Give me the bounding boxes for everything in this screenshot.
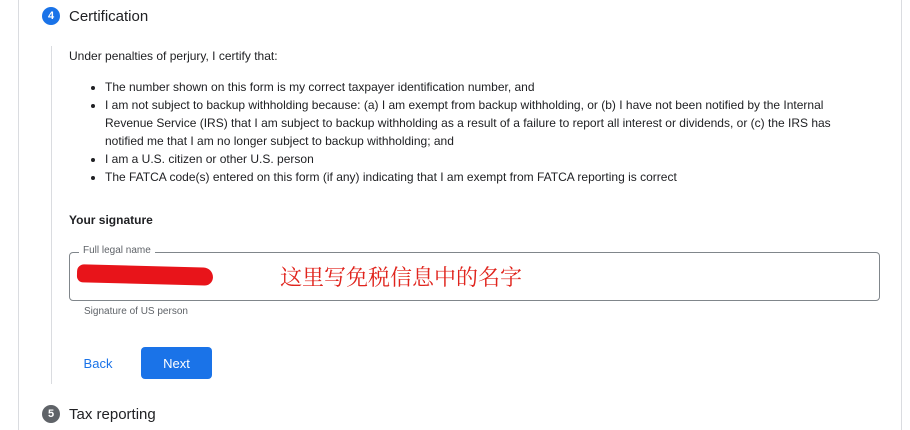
signature-helper-text: Signature of US person: [84, 306, 188, 317]
next-button[interactable]: Next: [141, 347, 212, 379]
full-legal-name-field[interactable]: [69, 245, 880, 301]
step-certification-header: [42, 7, 148, 25]
full-legal-name-label: Full legal name: [79, 245, 155, 256]
back-button[interactable]: Back: [74, 348, 122, 378]
annotation-text: 这里写免税信息中的名字: [280, 266, 523, 291]
certification-item: • The number shown on this form is my correct taxpayer identification number, and: [105, 78, 869, 96]
certification-item: • The FATCA code(s) entered on this form (if any) indicating that I am exempt from FATCA reporting is correct: [105, 168, 869, 186]
step-number-badge: 5: [42, 405, 60, 423]
redaction-mark: [77, 264, 213, 286]
step-tax-reporting-header[interactable]: [42, 405, 156, 423]
step-number-badge: 4: [42, 7, 60, 25]
signature-section-label: Your signature: [69, 213, 153, 227]
step-connector-line: [51, 46, 52, 384]
certification-list: [69, 78, 869, 186]
step-title: Tax reporting: [69, 405, 156, 423]
certification-item: • I am a U.S. citizen or other U.S. person: [105, 150, 869, 168]
step-title: Certification: [69, 7, 149, 25]
certification-intro: Under penalties of perjury, I certify that:: [69, 49, 278, 63]
certification-item: • I am not subject to backup withholding because: (a) I am exempt from backup withholding, or (b) I have not been notified by the Internal Revenue Service (IRS) that I am subject to backup withholding as a result of a failure to report all interest or dividends, or (c) the IRS has notified me that I am no longer subject to backup withholding; and: [105, 96, 869, 150]
